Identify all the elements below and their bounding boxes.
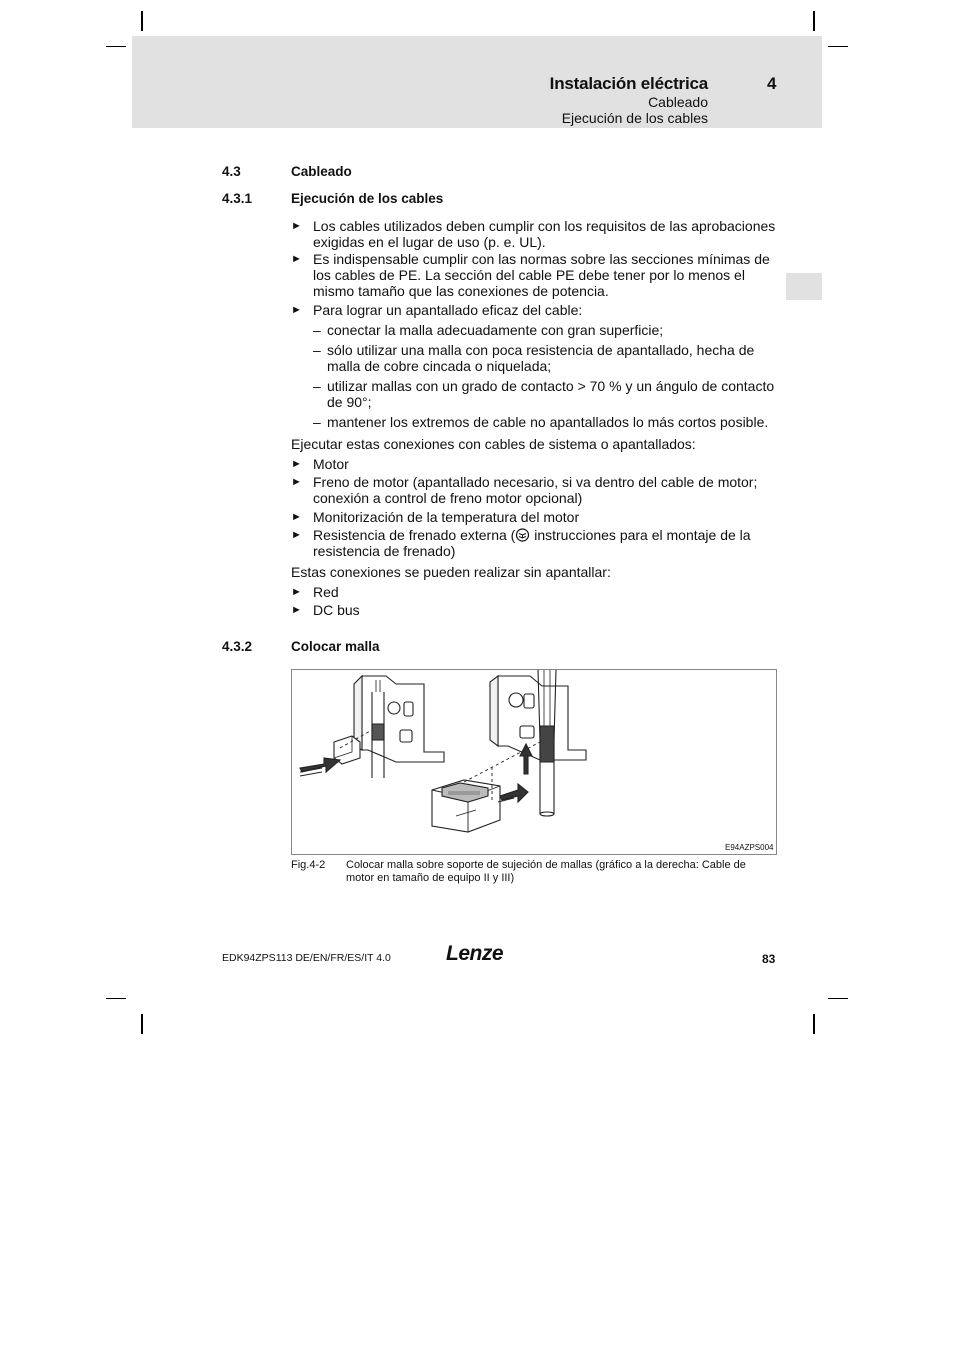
chapter-number: 4 xyxy=(767,74,777,93)
section-number: 4.3.2 xyxy=(222,639,253,654)
crop-mark xyxy=(828,998,848,999)
bullet-arrow-icon: ► xyxy=(291,304,302,316)
dash-marker: – xyxy=(313,342,321,358)
header-subtitle: Ejecución de los cables xyxy=(561,110,708,126)
list-item: ► Motor xyxy=(291,456,349,472)
figure-frame xyxy=(291,669,777,855)
list-item: ► Red xyxy=(291,584,339,600)
bullet-arrow-icon: ► xyxy=(291,604,302,616)
dash-marker: – xyxy=(313,322,321,338)
dash-marker: – xyxy=(313,414,321,430)
figure-id: E94AZPS004 xyxy=(725,843,774,852)
crop-mark xyxy=(813,1014,815,1034)
page-number: 83 xyxy=(762,952,776,966)
bullet-arrow-icon: ► xyxy=(291,458,302,470)
chapter-title: Instalación eléctrica xyxy=(549,74,708,93)
lenze-logo: Lenze xyxy=(446,942,504,965)
reference-book-icon xyxy=(515,528,530,542)
dash-marker: – xyxy=(313,378,321,394)
list-item: – mantener los extremos de cable no apantallados lo más cortos posible. xyxy=(313,414,769,430)
section-number: 4.3 xyxy=(222,164,241,179)
chapter-tab-marker xyxy=(786,273,822,300)
bullet-arrow-icon: ► xyxy=(291,220,302,232)
bullet-arrow-icon: ► xyxy=(291,586,302,598)
header-subtitle: Cableado xyxy=(648,94,708,110)
paragraph: Ejecutar estas conexiones con cables de sistema o apantallados: xyxy=(291,436,696,452)
header-band xyxy=(132,36,822,128)
bullet-arrow-icon: ► xyxy=(291,476,302,488)
figure-label: Fig.4-2 xyxy=(291,859,326,871)
crop-mark xyxy=(141,1014,143,1034)
crop-mark xyxy=(106,998,126,999)
list-item: ► Para lograr un apantallado eficaz del cable: xyxy=(291,302,583,318)
list-item: – sólo utilizar una malla con poca resistencia de apantallado, hecha de malla de cobre cincada o niquelada; xyxy=(313,342,755,374)
crop-mark xyxy=(828,46,848,47)
crop-mark xyxy=(141,11,143,31)
paragraph: Estas conexiones se pueden realizar sin apantallar: xyxy=(291,564,611,580)
list-item: ► DC bus xyxy=(291,602,360,618)
bullet-arrow-icon: ► xyxy=(291,253,302,265)
section-title: Colocar malla xyxy=(291,639,380,654)
crop-mark xyxy=(813,11,815,31)
section-title: Cableado xyxy=(291,164,352,179)
list-item: – conectar la malla adecuadamente con gran superficie; xyxy=(313,322,664,338)
figure-caption: Colocar malla sobre soporte de sujeción de mallas (gráfico a la derecha: Cable de motor en tamaño de equipo II y III) xyxy=(346,859,746,884)
list-item: ► Monitorización de la temperatura del motor xyxy=(291,509,580,525)
section-title: Ejecución de los cables xyxy=(291,191,444,206)
shield-clamp-illustration xyxy=(292,670,776,854)
list-item: ► Resistencia de frenado externa ( instrucciones para el montaje de la resistencia de frenado) xyxy=(291,527,751,559)
crop-mark xyxy=(106,46,126,47)
list-item: – utilizar mallas con un grado de contacto > 70 % y un ángulo de contacto de 90°; xyxy=(313,378,775,410)
bullet-arrow-icon: ► xyxy=(291,511,302,523)
bullet-arrow-icon: ► xyxy=(291,529,302,541)
section-number: 4.3.1 xyxy=(222,191,253,206)
list-item: ► Freno de motor (apantallado necesario, si va dentro del cable de motor; conexión a control de freno motor opcional) xyxy=(291,474,758,506)
document-id: EDK94ZPS113 DE/EN/FR/ES/IT 4.0 xyxy=(222,952,391,964)
list-item: ► Es indispensable cumplir con las normas sobre las secciones mínimas de los cables de PE. La sección del cable PE debe tener por lo menos el mismo tamaño que las conexiones de potencia. xyxy=(291,251,770,299)
list-item: ► Los cables utilizados deben cumplir con los requisitos de las aprobaciones exigidas en el lugar de uso (p. e. UL). xyxy=(291,218,776,250)
